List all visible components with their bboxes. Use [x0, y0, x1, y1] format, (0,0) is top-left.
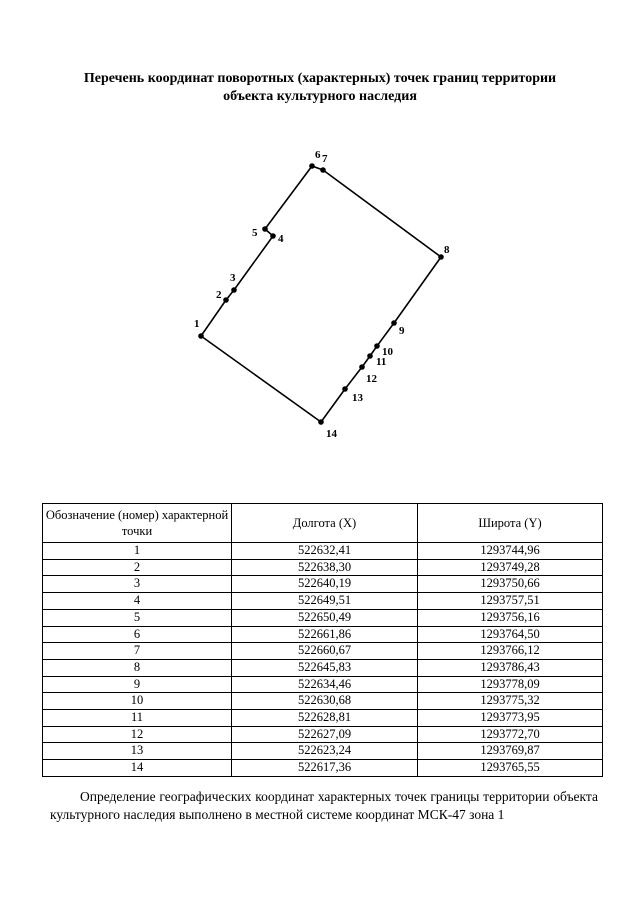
table-row — [43, 543, 603, 560]
table-row — [43, 559, 603, 576]
cell-latitude-y: 1293775,32 — [418, 693, 603, 710]
boundary-point-marker — [231, 287, 237, 293]
table-row — [43, 743, 603, 760]
cell-point-number: 12 — [43, 726, 232, 743]
boundary-point-marker — [198, 333, 204, 339]
cell-longitude-x: 522649,51 — [232, 593, 418, 610]
boundary-point-marker — [367, 353, 373, 359]
table-row — [43, 659, 603, 676]
boundary-point-marker — [359, 364, 365, 370]
table-row — [43, 676, 603, 693]
boundary-point-marker — [262, 226, 268, 232]
cell-point-number: 11 — [43, 710, 232, 727]
cell-latitude-y: 1293773,95 — [418, 710, 603, 727]
cell-longitude-x: 522660,67 — [232, 643, 418, 660]
boundary-point-label: 3 — [230, 272, 236, 284]
title-line-1: Перечень координат поворотных (характерных) точек границ территории — [83, 71, 557, 86]
boundary-point-label: 1 — [194, 318, 200, 330]
cell-longitude-x: 522632,41 — [232, 543, 418, 560]
boundary-point-label: 13 — [352, 392, 363, 404]
cell-point-number: 1 — [43, 543, 232, 560]
header-point-number: Обозначение (номер) характерной точки — [43, 504, 232, 543]
table-row — [43, 593, 603, 610]
table-row — [43, 576, 603, 593]
cell-latitude-y: 1293744,96 — [418, 543, 603, 560]
table-row — [43, 643, 603, 660]
header-latitude-y: Широта (Y) — [418, 504, 603, 543]
cell-latitude-y: 1293766,12 — [418, 643, 603, 660]
cell-point-number: 4 — [43, 593, 232, 610]
header-longitude-x: Долгота (X) — [232, 504, 418, 543]
boundary-point-marker — [391, 320, 397, 326]
table-row — [43, 726, 603, 743]
boundary-point-label: 9 — [399, 325, 405, 337]
cell-longitude-x: 522628,81 — [232, 710, 418, 727]
cell-point-number: 9 — [43, 676, 232, 693]
table-row — [43, 693, 603, 710]
boundary-point-marker — [374, 343, 380, 349]
boundary-point-label: 11 — [376, 356, 387, 368]
cell-point-number: 10 — [43, 693, 232, 710]
boundary-point-marker — [320, 167, 326, 173]
boundary-point-label: 8 — [444, 244, 450, 256]
boundary-point-marker — [270, 233, 276, 239]
cell-longitude-x: 522627,09 — [232, 726, 418, 743]
boundary-point-label: 10 — [382, 346, 393, 358]
boundary-point-label: 5 — [252, 227, 258, 239]
cell-point-number: 2 — [43, 559, 232, 576]
boundary-point-marker — [223, 297, 229, 303]
boundary-point-marker — [318, 419, 324, 425]
boundary-point-marker — [309, 163, 315, 169]
table-row — [43, 626, 603, 643]
cell-longitude-x: 522638,30 — [232, 559, 418, 576]
coordinates-table — [42, 503, 603, 777]
cell-longitude-x: 522650,49 — [232, 609, 418, 626]
table-row — [43, 609, 603, 626]
cell-latitude-y: 1293769,87 — [418, 743, 603, 760]
cell-longitude-x: 522645,83 — [232, 659, 418, 676]
cell-longitude-x: 522617,36 — [232, 760, 418, 777]
table-row — [43, 760, 603, 777]
cell-point-number: 8 — [43, 659, 232, 676]
boundary-polygon — [201, 166, 441, 422]
cell-latitude-y: 1293765,55 — [418, 760, 603, 777]
boundary-point-label: 14 — [326, 428, 337, 440]
cell-latitude-y: 1293749,28 — [418, 559, 603, 576]
boundary-points — [194, 149, 450, 440]
coordinate-system-note: Определение географических координат характерных точек границы территории объекта культурного наследия выполнено в местной системе координат МСК-47 зона 1 — [50, 789, 598, 822]
boundary-point-label: 2 — [216, 289, 222, 301]
cell-latitude-y: 1293764,50 — [418, 626, 603, 643]
title-line-2: объекта культурного наследия — [223, 89, 417, 104]
cell-latitude-y: 1293786,43 — [418, 659, 603, 676]
cell-longitude-x: 522623,24 — [232, 743, 418, 760]
cell-point-number: 6 — [43, 626, 232, 643]
boundary-point-label: 12 — [366, 373, 377, 385]
boundary-point-label: 6 — [315, 149, 321, 161]
cell-longitude-x: 522661,86 — [232, 626, 418, 643]
cell-point-number: 7 — [43, 643, 232, 660]
cell-longitude-x: 522630,68 — [232, 693, 418, 710]
table-row — [43, 710, 603, 727]
table-header-row — [43, 504, 603, 543]
cell-point-number: 14 — [43, 760, 232, 777]
cell-latitude-y: 1293757,51 — [418, 593, 603, 610]
cell-latitude-y: 1293750,66 — [418, 576, 603, 593]
cell-latitude-y: 1293756,16 — [418, 609, 603, 626]
cell-longitude-x: 522634,46 — [232, 676, 418, 693]
boundary-point-marker — [342, 386, 348, 392]
cell-point-number: 3 — [43, 576, 232, 593]
cell-latitude-y: 1293778,09 — [418, 676, 603, 693]
boundary-point-label: 7 — [322, 153, 328, 165]
cell-latitude-y: 1293772,70 — [418, 726, 603, 743]
boundary-point-marker — [438, 254, 444, 260]
boundary-point-label: 4 — [278, 233, 284, 245]
cell-point-number: 13 — [43, 743, 232, 760]
cell-point-number: 5 — [43, 609, 232, 626]
cell-longitude-x: 522640,19 — [232, 576, 418, 593]
